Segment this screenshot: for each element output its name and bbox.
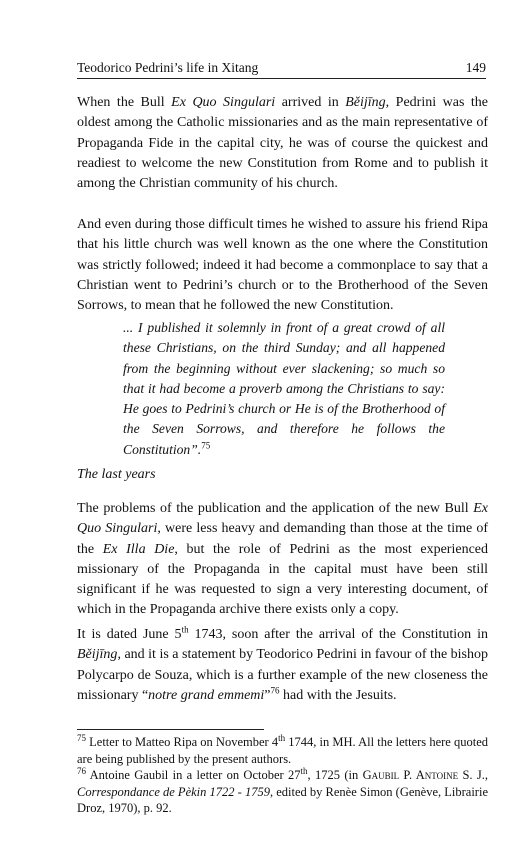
paragraph-3: The problems of the publication and the application of the new Bull Ex Quo Singulari, were less heavy and demanding than those at the time of the Ex Illa Die, but the role of Pedrini as the most experienced missionary of the Propaganda in the capital must have been still significant if he was requested to sign a very interesting document, of which in the Propaganda archive there exists only a copy. xyxy=(77,501,488,618)
block-quote: ... I published it solemnly in front of a great crowd of all these Christians, on the third Sunday; and all happened from the beginning without ever slackening; so much so that it had become a proverb among the Christians to say: He goes to Pedrini’s church or He is of the Brotherhood of the Seven Sorrows, and therefore he follows the Constitution”.$^{75}$ xyxy=(123,320,445,457)
page-number: 149 xyxy=(465,60,486,75)
running-title: Teodorico Pedrini’s life in Xitang xyxy=(77,60,259,75)
paragraph-4: It is dated June 5th 1743, soon after the arrival of the Constitution in Běijīng, and it is a statement by Teodorico Pedrini in favour of the bishop Polycarpo de Souza, which is a further example of the new closeness the missionary “notre grand emmemi”$^{76}$ had with the Jesuits. xyxy=(77,624,488,703)
paragraph-1: When the Bull Ex Quo Singulari arrived in Běijīng, Pedrini was the oldest among the Catholic missionaries and as the main representative of Propaganda Fide in the capital city, he was of course the quickest and readiest to welcome the new Constitution from Rome and to publish it among the Christian community of his church. xyxy=(77,95,489,192)
footnote-76: $^{76}$ Antoine Gaubil in a letter on October 27th, 1725 (in Gaubil P. Antoine S. J., Correspondance de Pèkin 1722 - 1759, edited by Renèe Simon (Genève, Librairie Droz, 1970), p. 92. xyxy=(77,766,488,816)
footnote-ref-75[interactable]: 75 xyxy=(201,440,211,451)
footnotes xyxy=(77,734,488,817)
footnote-ref-76[interactable]: 76 xyxy=(270,685,280,696)
section-heading: The last years xyxy=(77,467,156,482)
footnote-75: $^{75}$ Letter to Matteo Ripa on November 4th 1744, in MH. All the letters here quoted are being published by the present authors. xyxy=(77,732,488,766)
footnote-divider xyxy=(77,729,264,730)
paragraph-2: And even during those difficult times he wished to assure his friend Ripa that his little church was well known as the one where the Constitution was strictly followed; indeed it had become a commonplace to say that a Christian went to Pedrini’s church or to the Brotherhood of the Seven Sorrows, to mean that he followed the new Constitution. xyxy=(77,217,488,314)
running-header xyxy=(77,60,486,79)
